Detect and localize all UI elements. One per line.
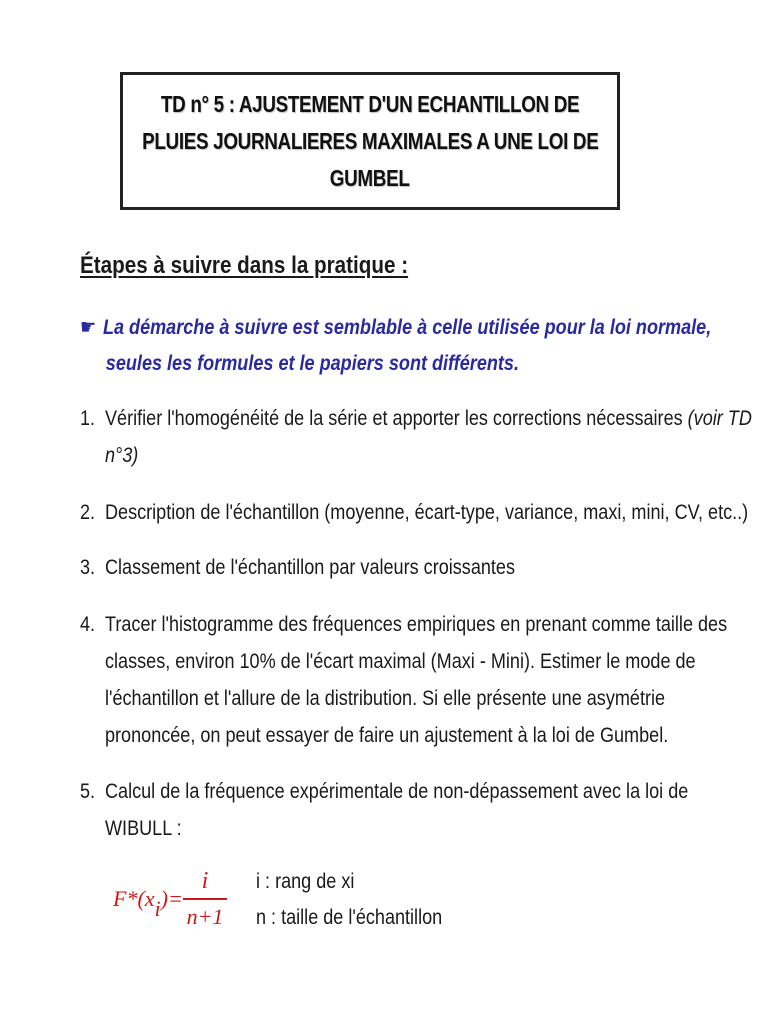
step-4 — [80, 606, 740, 754]
formula-fraction — [183, 864, 227, 934]
note-line-1 — [80, 310, 712, 346]
step-4-line-2: classes, environ 10% de l'écart maximal (Maxi - Mini). Estimer le mode de — [105, 650, 696, 673]
formula-lhs — [113, 886, 183, 921]
step-1-line-2: n°3) — [105, 444, 139, 467]
step-number: 4. — [80, 613, 96, 636]
step-1 — [80, 400, 752, 474]
step-3 — [80, 549, 740, 586]
weibull-formula — [113, 864, 233, 944]
formula-lhs-prefix: F*(x — [113, 886, 155, 911]
step-4-line-4: prononcée, on peut essayer de faire un ajustement à la loi de Gumbel. — [105, 724, 669, 747]
step-2-line-1: Description de l'échantillon (moyenne, écart-type, variance, maxi, mini, CV, etc..) — [105, 501, 749, 524]
title-box — [120, 72, 620, 210]
step-number: 1. — [80, 407, 96, 430]
title-line-2: PLUIES JOURNALIERES MAXIMALES A UNE LOI DE — [141, 127, 599, 154]
step-1-italic-ref: (voir TD — [682, 407, 752, 430]
formula-lhs-suffix: )= — [160, 886, 183, 911]
step-3-line-1: Classement de l'échantillon par valeurs croissantes — [105, 556, 516, 579]
note-text-2: seules les formules et le papiers sont différents. — [105, 352, 519, 375]
step-number: 2. — [80, 501, 96, 524]
section-heading: Étapes à suivre dans la pratique : — [80, 252, 409, 279]
note-line-2 — [80, 346, 630, 382]
step-number: 5. — [80, 780, 96, 803]
step-4-line-3: l'échantillon et l'allure de la distribution. Si elle présente une asymétrie — [105, 687, 666, 710]
step-5 — [80, 773, 740, 847]
step-5-line-1: Calcul de la fréquence expérimentale de non-dépassement avec la loi de — [105, 780, 689, 803]
step-1-text: Vérifier l'homogénéité de la série et apporter les corrections nécessaires — [105, 407, 683, 430]
formula-legend — [256, 864, 472, 936]
step-1-line-1 — [105, 400, 752, 437]
formula-numerator: i — [201, 868, 209, 894]
formula-denominator: n+1 — [186, 904, 224, 929]
pointing-hand-icon: ☛ — [80, 316, 97, 339]
step-number: 3. — [80, 556, 96, 579]
note-paragraph — [80, 310, 720, 382]
title-line-1: TD n° 5 : AJUSTEMENT D'UN ECHANTILLON DE — [160, 90, 580, 117]
step-5-line-2: WIBULL : — [105, 817, 182, 840]
legend-line-2: n : taille de l'échantillon — [256, 906, 443, 929]
title-line-3: GUMBEL — [330, 164, 410, 191]
step-2 — [80, 494, 749, 531]
legend-line-1: i : rang de xi — [256, 870, 355, 893]
step-4-line-1: Tracer l'histogramme des fréquences empiriques en prenant comme taille des — [105, 613, 728, 636]
note-text-1: La démarche à suivre est semblable à celle utilisée pour la loi normale, — [102, 316, 712, 339]
formula-subscript: i — [154, 896, 161, 921]
